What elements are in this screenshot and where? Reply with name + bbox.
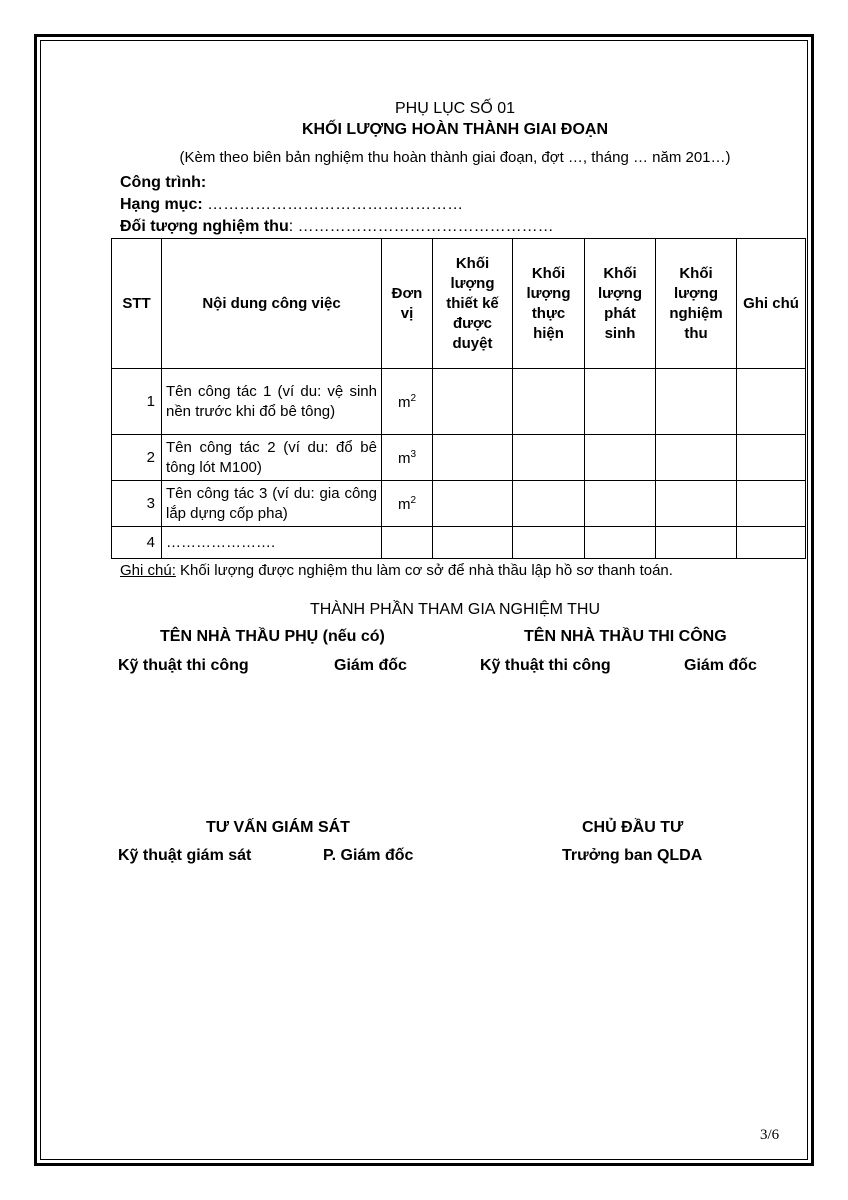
header-unit: Đơn vị [382, 239, 433, 369]
appendix-label: PHỤ LỤC SỐ 01 [394, 100, 516, 117]
page-number: 3/6 [760, 1127, 780, 1143]
table-header-row [112, 239, 806, 369]
cell-note [737, 369, 806, 435]
supervisor-heading: TƯ VẤN GIÁM SÁT [206, 819, 350, 836]
document-title: KHỐI LƯỢNG HOÀN THÀNH GIAI ĐOẠN [301, 121, 609, 138]
row-stt: 1 [112, 369, 162, 435]
unit-base: m [397, 449, 411, 467]
header-arising-volume: Khối lượng phát sinh [585, 239, 656, 369]
header-stt: STT [112, 239, 162, 369]
cell-arising [585, 481, 656, 527]
cell-actual [513, 435, 585, 481]
note-text: Khối lượng được nghiệm thu làm cơ sở để nhà thầu lập hồ sơ thanh toán. [175, 562, 673, 579]
cell-design [433, 369, 513, 435]
row-unit [382, 481, 433, 527]
row-stt: 2 [112, 435, 162, 481]
header-note: Ghi chú [737, 239, 806, 369]
item-label: Hạng mục: [120, 196, 203, 213]
header-accepted-volume: Khối lượng nghiệm thu [656, 239, 737, 369]
item-value: ………………………………………… [202, 196, 464, 213]
document-subtitle: (Kèm theo biên bản nghiệm thu hoàn thành giai đoạn, đợt …, tháng … năm 201…) [179, 149, 731, 166]
sub-tech-signer: Kỹ thuật thi công [118, 657, 249, 674]
project-head-signer: Trưởng ban QLDA [562, 847, 703, 864]
sub-director-signer: Giám đốc [334, 657, 407, 674]
item-line [120, 196, 463, 214]
object-line [120, 218, 554, 236]
acceptance-table [111, 238, 806, 559]
header-actual-volume: Khối lượng thực hiện [513, 239, 585, 369]
row-unit [382, 435, 433, 481]
row-stt: 4 [112, 527, 162, 559]
header-content: Nội dung công việc [162, 239, 382, 369]
main-contractor-heading: TÊN NHÀ THẦU THI CÔNG [524, 628, 727, 645]
main-tech-signer: Kỹ thuật thi công [480, 657, 611, 674]
header-design-volume: Khối lượng thiết kế được duyệt [433, 239, 513, 369]
note-label: Ghi chú: [120, 562, 176, 579]
unit-exponent: 2 [410, 494, 417, 506]
unit-exponent: 3 [410, 448, 417, 460]
row-content: Tên công tác 3 (ví du: gia công lắp dựng cốp pha) [162, 481, 382, 527]
object-value: : ………………………………………… [288, 218, 554, 235]
cell-actual [513, 527, 585, 559]
row-unit [382, 369, 433, 435]
table-row [112, 369, 806, 435]
object-label: Đối tượng nghiệm thu [120, 218, 289, 235]
table-row [112, 435, 806, 481]
row-content: Tên công tác 1 (ví du: vệ sinh nền trước khi đổ bê tông) [162, 369, 382, 435]
cell-arising [585, 435, 656, 481]
cell-accepted [656, 527, 737, 559]
cell-accepted [656, 369, 737, 435]
table-row [112, 481, 806, 527]
table-row [112, 527, 806, 559]
unit-base: m [397, 495, 411, 513]
cell-design [433, 481, 513, 527]
cell-arising [585, 527, 656, 559]
cell-actual [513, 481, 585, 527]
cell-design [433, 435, 513, 481]
row-stt: 3 [112, 481, 162, 527]
deputy-director-signer: P. Giám đốc [323, 847, 414, 864]
unit-exponent: 2 [410, 392, 417, 404]
row-unit [382, 527, 433, 559]
row-content: …………………. [162, 527, 382, 559]
note-line [120, 562, 673, 579]
cell-accepted [656, 481, 737, 527]
cell-note [737, 481, 806, 527]
cell-note [737, 527, 806, 559]
project-label: Công trình: [120, 174, 207, 191]
cell-accepted [656, 435, 737, 481]
unit-base: m [397, 393, 411, 411]
main-director-signer: Giám đốc [684, 657, 757, 674]
cell-design [433, 527, 513, 559]
row-content: Tên công tác 2 (ví du: đổ bê tông lót M100) [162, 435, 382, 481]
supervision-tech-signer: Kỹ thuật giám sát [118, 847, 252, 864]
investor-heading: CHỦ ĐẦU TƯ [582, 819, 684, 836]
signatures-section-title: THÀNH PHẦN THAM GIA NGHIỆM THU [309, 601, 601, 618]
cell-arising [585, 369, 656, 435]
sub-contractor-heading: TÊN NHÀ THẦU PHỤ (nếu có) [160, 628, 385, 645]
cell-actual [513, 369, 585, 435]
cell-note [737, 435, 806, 481]
